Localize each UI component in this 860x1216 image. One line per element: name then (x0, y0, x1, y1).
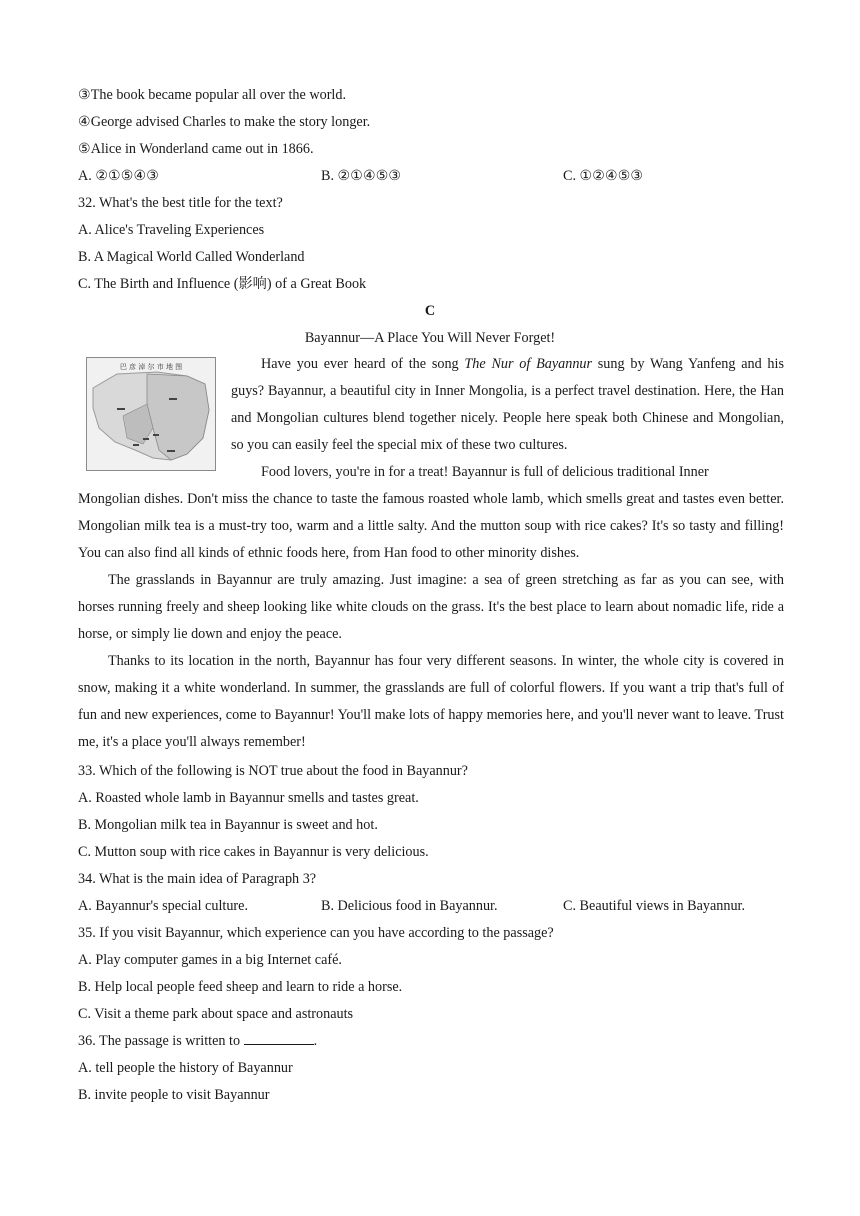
q33-option-b: B. Mongolian milk tea in Bayannur is sweet and hot. (78, 817, 378, 833)
q36-option-a: A. tell people the history of Bayannur (78, 1060, 293, 1076)
q33-option-c: C. Mutton soup with rice cakes in Bayannur is very delicious. (78, 844, 429, 860)
q32-option-a: A. Alice's Traveling Experiences (78, 222, 265, 238)
prev-item-4: ④George advised Charles to make the story longer. (78, 114, 371, 130)
q31-option-b: B. ②①④⑤③ (321, 168, 402, 184)
paragraph-2-rest: Mongolian dishes. Don't miss the chance to taste the famous roasted whole lamb, which smells great and tastes even better. Mongolian milk tea is a must-try too, warm and a little salty. And the mutton soup with rice cakes? It's so tasty and filling! You can also find all kinds of ethnic foods here, from Han food to other minority dishes. (78, 491, 784, 561)
q32-option-b: B. A Magical World Called Wonderland (78, 249, 305, 265)
q35-option-b: B. Help local people feed sheep and learn to ride a horse. (78, 979, 403, 995)
q34-question: 34. What is the main idea of Paragraph 3? (78, 871, 317, 887)
map-image (86, 357, 216, 471)
q32-question: 32. What's the best title for the text? (78, 195, 283, 211)
q31-option-a: A. ②①⑤④③ (78, 168, 159, 184)
q35-option-c: C. Visit a theme park about space and astronauts (78, 1006, 354, 1022)
q34-option-b: B. Delicious food in Bayannur. (321, 898, 498, 914)
q35-option-a: A. Play computer games in a big Internet café. (78, 952, 342, 968)
q33-question: 33. Which of the following is NOT true about the food in Bayannur? (78, 763, 468, 779)
q36-question: 36. The passage is written to . (78, 1033, 318, 1049)
q32-option-c: C. The Birth and Influence (影响) of a Great Book (78, 276, 367, 292)
q33-option-a: A. Roasted whole lamb in Bayannur smells and tastes great. (78, 790, 419, 806)
q34-option-c: C. Beautiful views in Bayannur. (563, 898, 746, 914)
paragraph-3: The grasslands in Bayannur are truly amazing. Just imagine: a sea of green stretching as far as you can see, with horses running freely and sheep looking like white clouds on the grass. It's the best place to learn about nomadic life, ride a horse, or simply lie down and enjoy the peace. (78, 572, 784, 642)
passage-title: Bayannur—A Place You Will Never Forget! (304, 330, 556, 346)
section-letter: C (424, 303, 436, 319)
map-caption: 巴 彦 淖 尔 市 地 图 (119, 363, 183, 371)
paragraph-1: Have you ever heard of the song The Nur of Bayannur sung by Wang Yanfeng and his guys? Bayannur, a beautiful city in Inner Mongolia, is a perfect travel destination. Here, the Han and Mongolian cultures blend together nicely. People here speak both Chinese and Mongolian, so you can easily feel the special mix of these two cultures. (231, 356, 784, 453)
paragraph-2-start: Food lovers, you're in for a treat! Bayannur is full of delicious traditional Inner (261, 464, 709, 480)
song-title: The Nur of Bayannur (464, 356, 593, 372)
q34-option-a: A. Bayannur's special culture. (78, 898, 248, 914)
answer-blank (244, 1032, 314, 1045)
q35-question: 35. If you visit Bayannur, which experience can you have according to the passage? (78, 925, 554, 941)
q36-option-b: B. invite people to visit Bayannur (78, 1087, 270, 1103)
prev-item-5: ⑤Alice in Wonderland came out in 1866. (78, 141, 314, 157)
q31-option-c: C. ①②④⑤③ (563, 168, 644, 184)
paragraph-4: Thanks to its location in the north, Bayannur has four very different seasons. In winter, the whole city is covered in snow, making it a white wonderland. In summer, the grasslands are full of colorful flowers. If you want a trip that's full of fun and new experiences, come to Bayannur! You'll make lots of happy memories here, and you'll never want to leave. Trust me, it's a place you'll always remember! (78, 653, 784, 750)
prev-item-3: ③The book became popular all over the world. (78, 87, 347, 103)
